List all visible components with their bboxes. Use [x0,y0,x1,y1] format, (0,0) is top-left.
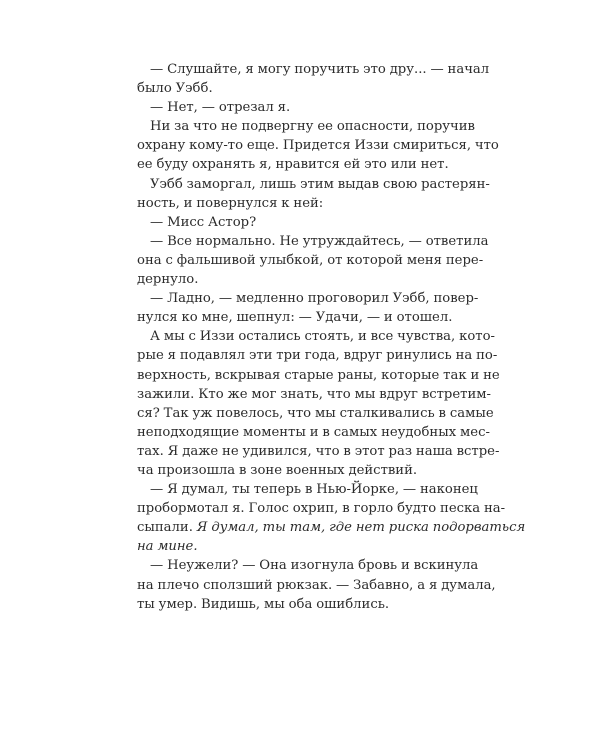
text-line-mixed [137,518,526,537]
text-line: рые я подавлял эти три года, вдруг ринулись на по- [137,348,498,364]
text-line: она с фальшивой улыбкой, от которой меня пере- [137,252,484,268]
text-line: — Мисс Астор? [150,214,257,230]
text-line: — Нет, — отрезал я. [150,100,291,116]
paragraph-1 [137,60,490,98]
text-line: на плечо сползший рюкзак. — Забавно, а я думала, [137,577,496,593]
paragraph-9 [137,480,526,556]
text-line: ее буду охранять я, нравится ей это или нет. [137,157,449,173]
paragraph-2 [137,98,476,117]
paragraph-7 [137,289,479,327]
text-line: зажили. Кто же мог знать, что мы вдруг встретим- [137,386,491,402]
text-line: нулся ко мне, шепнул: — Удачи, — и отошел. [137,310,453,326]
italic-thought: на мине. [137,539,198,555]
text-line: верхность, вскрывая старые раны, которые так и не [137,367,500,383]
text-fragment: сыпали. [137,520,197,536]
text-line: дернуло. [137,272,199,288]
page-text [137,60,526,614]
text-line: было Уэбб. [137,81,213,97]
paragraph-3 [137,117,499,174]
text-line: — Я думал, ты теперь в Нью-Йорке, — наконец [150,482,478,498]
text-line: неподходящие моменты и в самых неудобных мес- [137,424,490,440]
text-line: — Слушайте, я могу поручить это дру... — начал [150,62,490,77]
text-line: ся? Так уж повелось, что мы сталкивались в самые [137,405,494,421]
text-line: Уэбб заморгал, лишь этим выдав свою растерян- [150,176,490,192]
paragraph-4 [137,175,490,213]
text-line: пробормотал я. Голос охрип, в горло будто песка на- [137,501,506,517]
text-line [137,537,476,556]
paragraph-8 [137,327,500,480]
text-line: — Неужели? — Она изогнула бровь и вскинула [150,558,479,574]
paragraph-10 [137,556,496,613]
text-line: Ни за что не подвергну ее опасности, поручив [150,119,475,135]
text-line: ты умер. Видишь, мы оба ошиблись. [137,596,390,612]
text-line: тах. Я даже не удивился, что в этот раз наша встре- [137,443,500,459]
text-line: — Ладно, — медленно проговорил Уэбб, повер- [150,291,479,307]
text-line: охрану кому-то еще. Придется Иззи смириться, что [137,138,499,154]
text-line: А мы с Иззи остались стоять, и все чувства, кото- [150,329,495,345]
paragraph-5 [137,213,476,232]
paragraph-6 [137,232,489,289]
text-line: ность, и повернулся к ней: [137,195,324,211]
text-line: ча произошла в зоне военных действий. [137,462,418,478]
italic-thought: Я думал, ты там, где нет риска подорваться [196,520,526,536]
text-line: — Все нормально. Не утруждайтесь, — ответила [150,233,489,249]
